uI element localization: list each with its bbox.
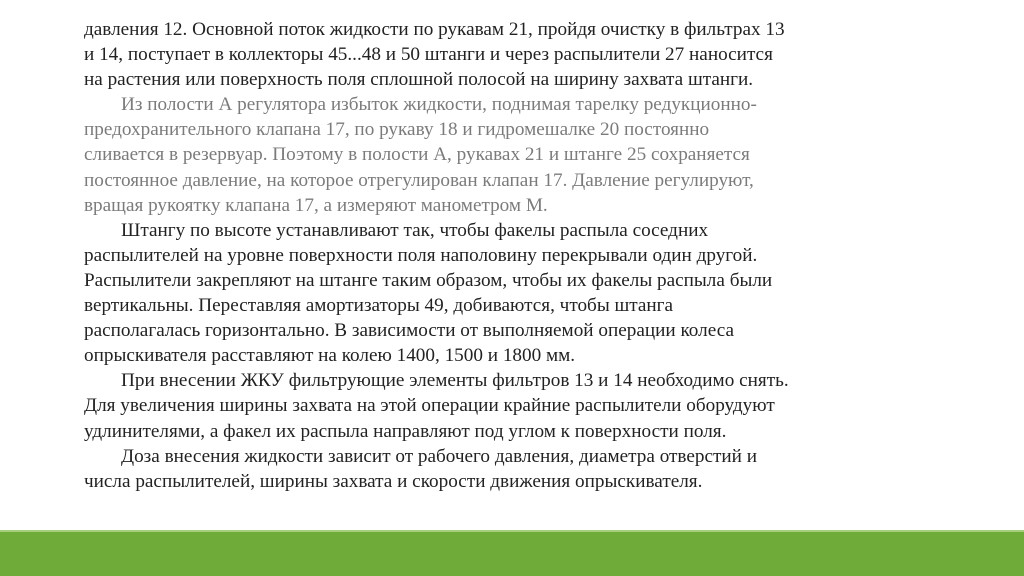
text-line: вращая рукоятку клапана 17, а измеряют манометром М. xyxy=(84,194,548,216)
text-line: вертикальны. Переставляя амортизаторы 49, добиваются, чтобы штанга xyxy=(84,295,674,317)
text-line: постоянное давление, на которое отрегулирован клапан 17. Давление регулируют, xyxy=(84,169,754,191)
text-line: сливается в резервуар. Поэтому в полости А, рукавах 21 и штанге 25 сохраняется xyxy=(84,144,750,166)
footer-bar xyxy=(0,532,1024,576)
text-line: При внесении ЖКУ фильтрующие элементы фильтров 13 и 14 необходимо снять. xyxy=(121,370,789,392)
text-line: Для увеличения ширины захвата на этой операции крайние распылители оборудуют xyxy=(84,395,775,417)
document-text xyxy=(84,17,884,494)
text-line: Доза внесения жидкости зависит от рабочего давления, диаметра отверстий и xyxy=(121,445,757,467)
text-line: Из полости А регулятора избыток жидкости, поднимая тарелку редукционно- xyxy=(121,94,757,116)
text-line: удлинителями, а факел их распыла направляют под углом к поверхности поля. xyxy=(84,420,727,442)
text-line: располагалась горизонтально. В зависимости от выполняемой операции колеса xyxy=(84,320,734,342)
text-line: Штангу по высоте устанавливают так, чтобы факелы распыла соседних xyxy=(121,219,709,241)
text-line: на растения или поверхность поля сплошной полосой на ширину захвата штанги. xyxy=(84,69,754,91)
text-line: предохранительного клапана 17, по рукаву 18 и гидромешалке 20 постоянно xyxy=(84,119,710,141)
text-line: давления 12. Основной поток жидкости по рукавам 21, пройдя очистку в фильтрах 13 xyxy=(84,19,785,40)
text-line: распылителей на уровне поверхности поля наполовину перекрывали один другой. xyxy=(84,244,758,266)
text-line: Распылители закрепляют на штанге таким образом, чтобы их факелы распыла были xyxy=(84,269,773,291)
text-line: числа распылителей, ширины захвата и скорости движения опрыскивателя. xyxy=(84,470,703,492)
text-line: и 14, поступает в коллекторы 45...48 и 50 штанги и через распылители 27 наносится xyxy=(84,44,773,66)
text-line: опрыскивателя расставляют на колею 1400, 1500 и 1800 мм. xyxy=(84,345,576,367)
